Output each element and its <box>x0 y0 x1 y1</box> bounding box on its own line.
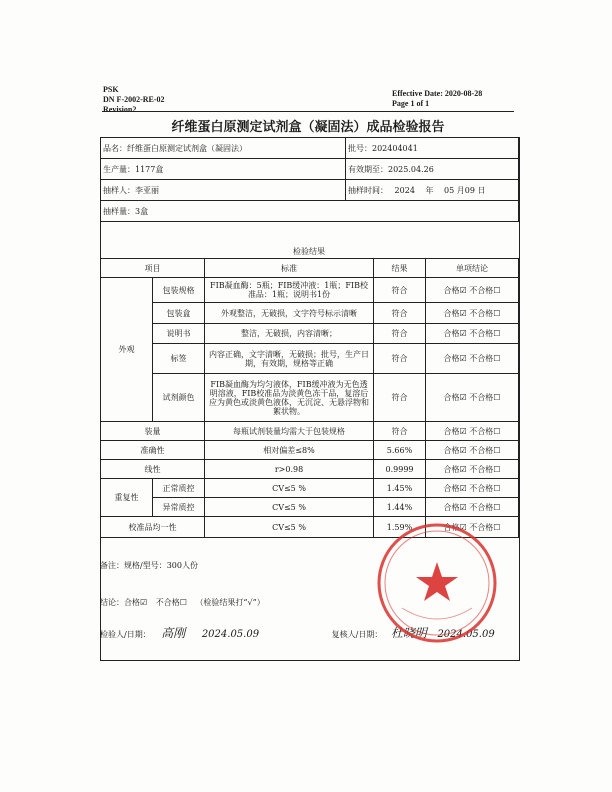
group-repeatability: 重复性 <box>101 479 153 517</box>
table-row: 试剂颜色 FIB凝血酶为均匀液体，FIB缓冲液为无色透明溶液，FIB校准品为淡黄色冻干品，复溶后应为黄色或淡黄色液体，无沉淀、无悬浮物和絮状物。 符合 合格☑ 不合格☐ <box>101 374 519 422</box>
reviewer-signature: 杜晓明 <box>390 626 427 640</box>
page-number: Page 1 of 1 <box>392 99 430 108</box>
effective-date: Effective Date: 2020-08-28 <box>392 89 483 98</box>
report-title: 纤维蛋白原测定试剂盒（凝固法）成品检验报告 <box>171 120 445 135</box>
col-header-item: 项目 <box>101 259 205 278</box>
sampling-time: 抽样时间： 2024 年 05 月09 日 <box>346 180 519 201</box>
product-name: 品名：纤维蛋白原测定试剂盒（凝固法） <box>101 138 346 159</box>
inspector-signature: 高刚 <box>161 626 186 640</box>
results-table <box>100 258 519 538</box>
table-row: 准确性 相对偏差≤8% 5.66% 合格☑ 不合格☐ <box>101 441 519 460</box>
group-appearance: 外观 <box>101 278 153 422</box>
table-row: 说明书 整洁，无破损，内容清晰； 符合 合格☑ 不合格☐ <box>101 324 519 344</box>
inspector-date: 2024.05.09 <box>201 629 260 640</box>
col-header-standard: 标准 <box>205 259 374 278</box>
reviewer-date: 2024.05.09 <box>437 629 495 640</box>
table-row: 异常质控 CV≤5 % 1.44% 合格☑ 不合格☐ <box>101 498 519 517</box>
revision: Revision2 <box>103 105 137 114</box>
doc-number: DN F-2002-RE-02 <box>103 95 165 104</box>
col-header-result: 结果 <box>374 259 426 278</box>
table-row: 校准品均一性 CV≤5 % 1.59% 合格☑ 不合格☐ <box>101 517 519 538</box>
production-qty: 生产量：1177盒 <box>101 159 346 180</box>
table-row: 装量 每瓶试剂装量均需大于包装规格 符合 合格☑ 不合格☐ <box>101 422 519 441</box>
table-row: 重复性 正常质控 CV≤5 % 1.45% 合格☑ 不合格☐ <box>101 479 519 498</box>
remark: 备注：规格/型号：300人份 <box>100 561 198 570</box>
expiry-date: 有效期至：2025.04.26 <box>346 159 519 180</box>
company-code: PSK <box>103 85 119 94</box>
company-seal <box>374 520 500 646</box>
col-header-conclusion: 单项结论 <box>426 259 519 278</box>
header-divider <box>102 111 514 112</box>
table-row: 包装盒 外观整洁，无破损，文字符号标示清晰 符合 合格☑ 不合格☐ <box>101 303 519 324</box>
sample-qty: 抽样量：3盒 <box>101 201 519 222</box>
sampler: 抽样人：李亚丽 <box>101 180 346 201</box>
doc-header-right <box>392 89 482 109</box>
results-caption: 检验结果 <box>293 247 325 256</box>
batch-number: 批号：202404041 <box>346 138 519 159</box>
table-row: 标签 内容正确，文字清晰，无破损；批号，生产日期，有效期，规格等正确 符合 合格☑ 不合格☐ <box>101 344 519 374</box>
info-table <box>100 137 519 222</box>
conclusion: 结论：合格☑ 不合格☐ （检验结果打“√”） <box>100 598 265 607</box>
inspector-label: 检验人/日期： <box>100 630 151 639</box>
table-row: 外观 包装规格 FIB凝血酶：5瓶；FIB缓冲液：1瓶；FIB校准品：1瓶；说明书1份 符合 合格☑ 不合格☐ <box>101 278 519 303</box>
table-row: 线性 r>0.98 0.9999 合格☑ 不合格☐ <box>101 460 519 479</box>
reviewer-label: 复核人/日期： <box>331 630 383 639</box>
